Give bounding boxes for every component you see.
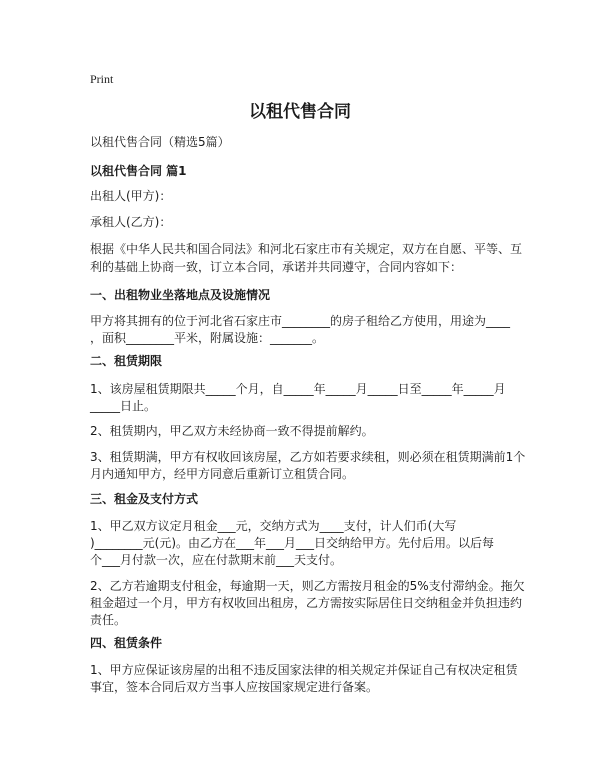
section-3-p1-line-3: 个___月付款一次，应在付款期末前___天支付。: [90, 553, 343, 567]
section-3-p2-line-3: 责任。: [90, 613, 127, 627]
intro-line-1: 根据《中华人民共和国合同法》和河北石家庄市有关规定，双方在自愿、平等、互: [90, 242, 523, 256]
section-4-heading: 四、租赁条件: [90, 636, 163, 650]
section-4-p1-line-1: 1、甲方应保证该房屋的出租不违反国家法律的相关规定并保证自己有权决定租赁: [90, 663, 518, 677]
section-3-p1-line-1: 1、甲乙双方议定月租金___元，交纳方式为____支付，计人们币(大写: [90, 519, 457, 533]
lessor-line: 出租人(甲方)：: [90, 189, 172, 203]
section-2-heading: 二、租赁期限: [90, 354, 163, 368]
document-title: 以租代售合同: [249, 102, 351, 122]
section-2-p3-line-1: 3、租赁期满，甲方有权收回该房屋，乙方如若要求续租，则必须在租赁期满前1个: [90, 450, 526, 464]
section-2-p1-line-2: _____日止。: [90, 399, 157, 413]
section-4-p1-line-2: 事宜，签本合同后双方当事人应按国家规定进行备案。: [90, 680, 379, 694]
section-3-p2-line-1: 2、乙方若逾期支付租金，每逾期一天，则乙方需按月租金的5%支付滞纳金。拖欠: [90, 579, 525, 593]
part1-heading: 以租代售合同 篇1: [90, 164, 187, 178]
section-3-p2-line-2: 租金超过一个月，甲方有权收回出租房，乙方需按实际居住日交纳租金并负担违约: [90, 596, 523, 610]
section-1-line-2: ，面积________平米，附属设施：_______。: [90, 331, 325, 345]
section-3-p1-line-2: )________元(元)。由乙方在___年___月___日交纳给甲方。先付后用。以后每: [90, 536, 495, 550]
intro-line-2: 利的基础上协商一致，订立本合同，承诺并共同遵守，合同内容如下：: [90, 260, 463, 274]
lessee-line: 承租人(乙方)：: [90, 215, 172, 229]
print-link[interactable]: Print: [90, 72, 114, 86]
section-2-p3-line-2: 月内通知甲方，经甲方同意后重新订立租赁合同。: [90, 467, 355, 481]
section-3-heading: 三、租金及支付方式: [90, 492, 199, 506]
section-2-p1-line-1: 1、该房屋租赁期限共_____个月，自_____年_____月_____日至_____年_____月: [90, 382, 506, 396]
section-1-line-1: 甲方将其拥有的位于河北省石家庄市________的房子租给乙方使用，用途为____: [90, 314, 511, 328]
section-2-p2: 2、租赁期内，甲乙双方未经协商一致不得提前解约。: [90, 424, 374, 438]
document-subtitle: 以租代售合同（精选5篇）: [90, 135, 230, 149]
section-1-heading: 一、出租物业坐落地点及设施情况: [90, 288, 271, 302]
